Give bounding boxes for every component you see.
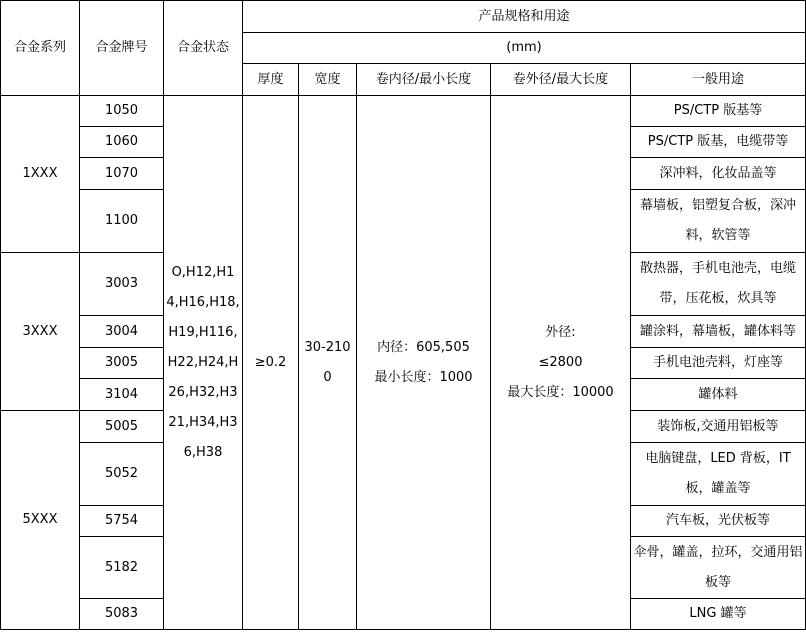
- header-grade: 合金牌号: [80, 1, 164, 96]
- use-cell: 罐体料: [631, 379, 806, 411]
- series-cell: 3XXX: [1, 253, 80, 411]
- header-unit: (mm): [243, 33, 806, 64]
- use-cell: PS/CTP 版基，电缆带等: [631, 127, 806, 158]
- use-cell: 幕墙板，铝塑复合板，深冲料，软管等: [631, 190, 806, 253]
- coil-inner-cell: [357, 96, 491, 630]
- grade-cell: 5182: [80, 537, 164, 599]
- use-cell: 伞骨，罐盖，拉环，交通用铝板等: [631, 537, 806, 599]
- header-series: 合金系列: [1, 1, 80, 96]
- coil-outer-line: ≤2800: [538, 354, 583, 370]
- grade-cell: 5754: [80, 506, 164, 537]
- use-cell: 深冲料，化妆品盖等: [631, 158, 806, 190]
- grade-cell: 3004: [80, 316, 164, 348]
- grade-cell: 1050: [80, 96, 164, 127]
- header-thickness: 厚度: [243, 64, 299, 96]
- grade-cell: 3003: [80, 253, 164, 316]
- coil-inner-line: 最小长度：1000: [374, 369, 473, 385]
- use-cell: 手机电池壳料，灯座等: [631, 348, 806, 379]
- header-coil-inner: 卷内径/最小长度: [357, 64, 491, 96]
- grade-cell: 3005: [80, 348, 164, 379]
- thickness-cell: ≥0.2: [243, 96, 299, 630]
- coil-inner-line: 内径：605,505: [377, 339, 470, 355]
- use-cell: 散热器，手机电池壳，电缆带，压花板，炊具等: [631, 253, 806, 316]
- coil-outer-line: 外径:: [545, 324, 576, 340]
- series-cell: 1XXX: [1, 96, 80, 253]
- coil-outer-cell: [491, 96, 631, 630]
- header-coil-outer: 卷外径/最大长度: [491, 64, 631, 96]
- header-width: 宽度: [299, 64, 357, 96]
- use-cell: 装饰板,交通用铝板等: [631, 411, 806, 443]
- use-cell: 汽车板，光伏板等: [631, 506, 806, 537]
- grade-cell: 1070: [80, 158, 164, 190]
- use-cell: PS/CTP 版基等: [631, 96, 806, 127]
- use-cell: 电脑键盘，LED 背板，IT 板，罐盖等: [631, 443, 806, 506]
- use-cell: 罐涂料，幕墙板，罐体料等: [631, 316, 806, 348]
- use-cell: LNG 罐等: [631, 599, 806, 630]
- header-general-use: 一般用途: [631, 64, 806, 96]
- grade-cell: 5005: [80, 411, 164, 443]
- header-temper: 合金状态: [164, 1, 243, 96]
- temper-cell: O,H12,H14,H16,H18,H19,H116,H22,H24,H26,H32,H321,H34,H36,H38: [164, 96, 243, 630]
- grade-cell: 1100: [80, 190, 164, 253]
- grade-cell: 1060: [80, 127, 164, 158]
- grade-cell: 5052: [80, 443, 164, 506]
- grade-cell: 5083: [80, 599, 164, 630]
- series-cell: 5XXX: [1, 411, 80, 630]
- width-cell: 30-2100: [299, 96, 357, 630]
- coil-outer-line: 最大长度：10000: [507, 384, 614, 400]
- header-spec-group: 产品规格和用途: [243, 1, 806, 33]
- grade-cell: 3104: [80, 379, 164, 411]
